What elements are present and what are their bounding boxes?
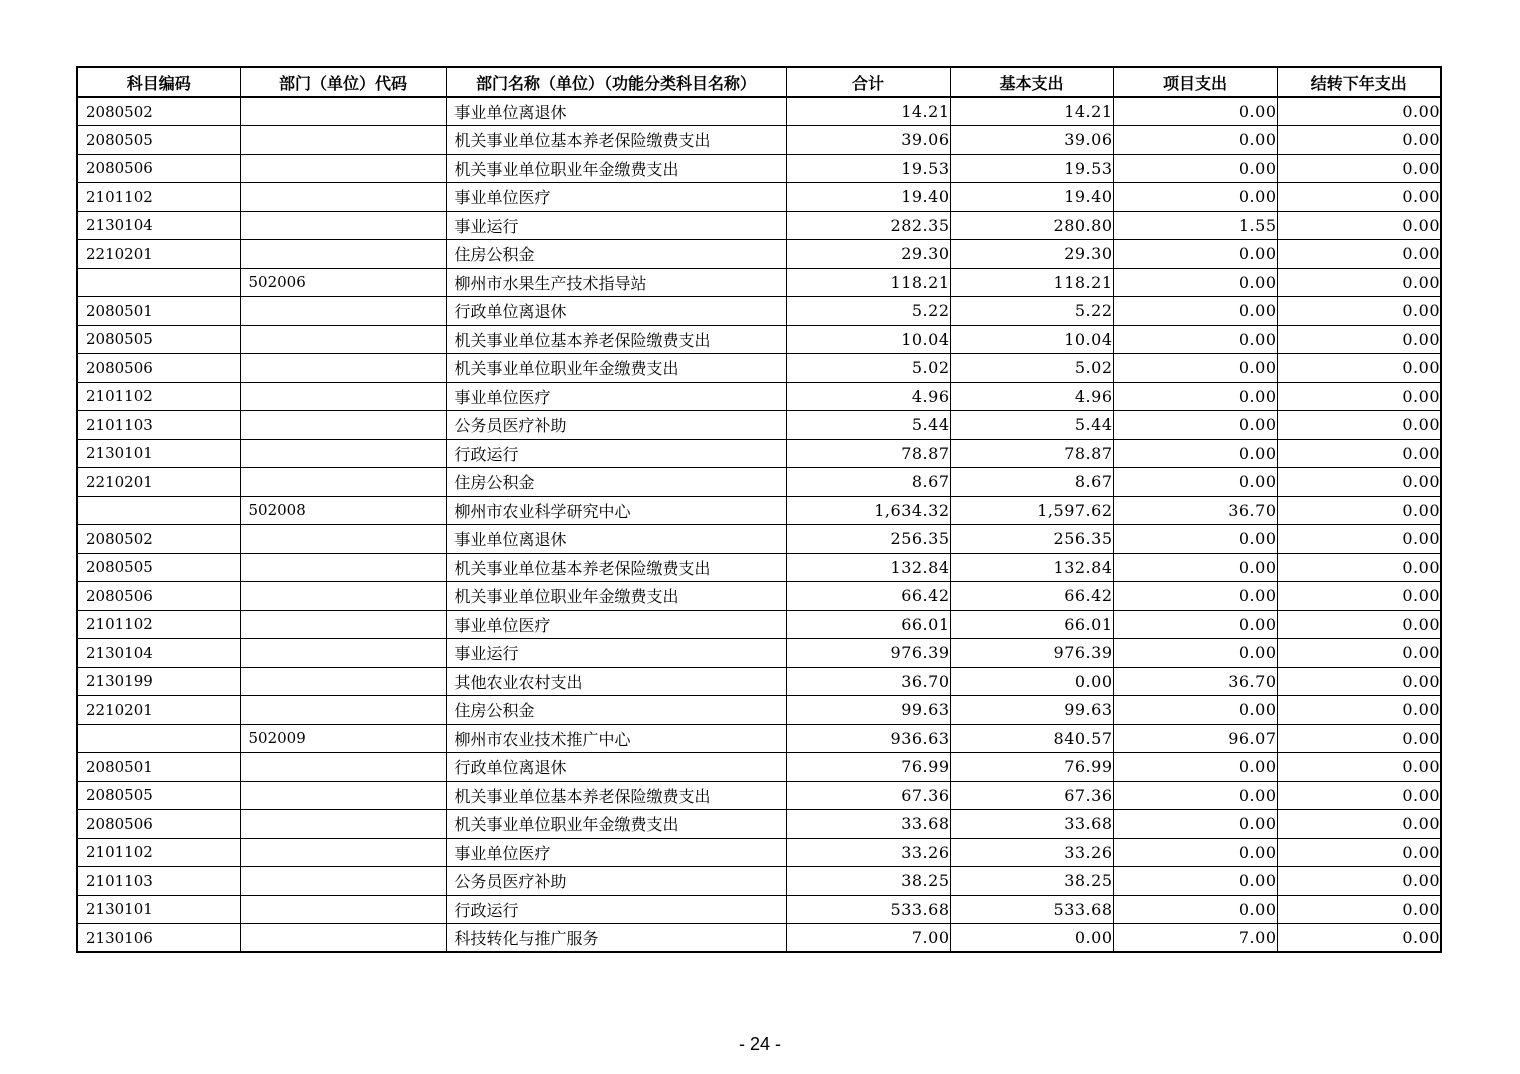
cell-department-name: 柳州市水果生产技术指导站: [446, 268, 786, 297]
cell-project-expenditure: 0.00: [1113, 696, 1277, 725]
cell-basic-expenditure: 8.67: [950, 468, 1113, 497]
cell-department-name: 机关事业单位基本养老保险缴费支出: [446, 781, 786, 810]
table-row: [77, 240, 1441, 269]
budget-expenditure-table: [76, 66, 1442, 953]
cell-total: 66.01: [786, 610, 950, 639]
cell-subject-code: 2130104: [77, 211, 240, 240]
cell-subject-code: 2210201: [77, 240, 240, 269]
cell-department-code: 502006: [240, 268, 446, 297]
table-row: [77, 268, 1441, 297]
cell-basic-expenditure: 39.06: [950, 126, 1113, 155]
cell-department-code: [240, 838, 446, 867]
cell-basic-expenditure: 5.44: [950, 411, 1113, 440]
cell-subject-code: 2080505: [77, 553, 240, 582]
header-project-expenditure: 项目支出: [1113, 67, 1277, 97]
cell-basic-expenditure: 0.00: [950, 667, 1113, 696]
cell-department-name: 其他农业农村支出: [446, 667, 786, 696]
cell-subject-code: 2130101: [77, 439, 240, 468]
cell-carryover-expenditure: 0.00: [1277, 610, 1441, 639]
cell-basic-expenditure: 1,597.62: [950, 496, 1113, 525]
table-row: [77, 525, 1441, 554]
cell-carryover-expenditure: 0.00: [1277, 154, 1441, 183]
cell-department-code: [240, 154, 446, 183]
cell-carryover-expenditure: 0.00: [1277, 183, 1441, 212]
cell-department-code: [240, 97, 446, 126]
table-row: [77, 183, 1441, 212]
cell-total: 38.25: [786, 867, 950, 896]
cell-subject-code: 2130199: [77, 667, 240, 696]
cell-total: 4.96: [786, 382, 950, 411]
cell-department-code: [240, 183, 446, 212]
cell-department-name: 事业单位医疗: [446, 183, 786, 212]
cell-total: 5.22: [786, 297, 950, 326]
cell-project-expenditure: 36.70: [1113, 667, 1277, 696]
cell-subject-code: 2101103: [77, 411, 240, 440]
table-row: [77, 867, 1441, 896]
cell-carryover-expenditure: 0.00: [1277, 240, 1441, 269]
cell-total: 29.30: [786, 240, 950, 269]
cell-project-expenditure: 0.00: [1113, 468, 1277, 497]
cell-carryover-expenditure: 0.00: [1277, 924, 1441, 953]
cell-carryover-expenditure: 0.00: [1277, 468, 1441, 497]
cell-carryover-expenditure: 0.00: [1277, 496, 1441, 525]
table-row: [77, 468, 1441, 497]
cell-basic-expenditure: 38.25: [950, 867, 1113, 896]
cell-department-name: 机关事业单位职业年金缴费支出: [446, 354, 786, 383]
cell-total: 33.68: [786, 810, 950, 839]
table-row: [77, 753, 1441, 782]
cell-carryover-expenditure: 0.00: [1277, 667, 1441, 696]
cell-department-code: 502009: [240, 724, 446, 753]
table-row: [77, 211, 1441, 240]
cell-carryover-expenditure: 0.00: [1277, 382, 1441, 411]
table-row: [77, 553, 1441, 582]
table-row: [77, 639, 1441, 668]
cell-subject-code: 2101102: [77, 382, 240, 411]
cell-department-name: 住房公积金: [446, 696, 786, 725]
cell-total: 39.06: [786, 126, 950, 155]
cell-department-code: [240, 582, 446, 611]
cell-department-name: 行政单位离退休: [446, 753, 786, 782]
cell-department-name: 行政单位离退休: [446, 297, 786, 326]
cell-carryover-expenditure: 0.00: [1277, 838, 1441, 867]
table-row: [77, 297, 1441, 326]
cell-total: 533.68: [786, 895, 950, 924]
cell-subject-code: 2080502: [77, 97, 240, 126]
cell-total: 10.04: [786, 325, 950, 354]
cell-carryover-expenditure: 0.00: [1277, 525, 1441, 554]
table-row: [77, 97, 1441, 126]
cell-department-name: 柳州市农业技术推广中心: [446, 724, 786, 753]
table-row: [77, 667, 1441, 696]
cell-department-code: [240, 525, 446, 554]
cell-total: 36.70: [786, 667, 950, 696]
cell-total: 976.39: [786, 639, 950, 668]
cell-project-expenditure: 0.00: [1113, 411, 1277, 440]
cell-total: 936.63: [786, 724, 950, 753]
cell-department-code: [240, 610, 446, 639]
cell-department-name: 事业单位离退休: [446, 525, 786, 554]
cell-basic-expenditure: 256.35: [950, 525, 1113, 554]
cell-subject-code: 2080506: [77, 154, 240, 183]
cell-basic-expenditure: 78.87: [950, 439, 1113, 468]
table-row: [77, 411, 1441, 440]
cell-department-name: 事业单位医疗: [446, 382, 786, 411]
cell-project-expenditure: 0.00: [1113, 97, 1277, 126]
cell-department-name: 科技转化与推广服务: [446, 924, 786, 953]
cell-department-name: 事业运行: [446, 639, 786, 668]
cell-department-name: 行政运行: [446, 895, 786, 924]
cell-project-expenditure: 0.00: [1113, 639, 1277, 668]
cell-carryover-expenditure: 0.00: [1277, 582, 1441, 611]
budget-table-container: [76, 66, 1442, 953]
table-header-row: [77, 67, 1441, 97]
cell-basic-expenditure: 19.40: [950, 183, 1113, 212]
cell-project-expenditure: 0.00: [1113, 297, 1277, 326]
cell-subject-code: 2130101: [77, 895, 240, 924]
cell-carryover-expenditure: 0.00: [1277, 810, 1441, 839]
cell-project-expenditure: 0.00: [1113, 838, 1277, 867]
cell-department-name: 公务员医疗补助: [446, 867, 786, 896]
cell-project-expenditure: 0.00: [1113, 154, 1277, 183]
cell-carryover-expenditure: 0.00: [1277, 126, 1441, 155]
header-basic-expenditure: 基本支出: [950, 67, 1113, 97]
cell-basic-expenditure: 33.68: [950, 810, 1113, 839]
cell-carryover-expenditure: 0.00: [1277, 781, 1441, 810]
cell-carryover-expenditure: 0.00: [1277, 211, 1441, 240]
cell-subject-code: 2101102: [77, 610, 240, 639]
cell-carryover-expenditure: 0.00: [1277, 354, 1441, 383]
table-row: [77, 724, 1441, 753]
cell-department-code: [240, 468, 446, 497]
header-department-code: 部门（单位）代码: [240, 67, 446, 97]
cell-subject-code: 2080505: [77, 325, 240, 354]
cell-total: 5.44: [786, 411, 950, 440]
cell-total: 19.40: [786, 183, 950, 212]
cell-department-name: 机关事业单位基本养老保险缴费支出: [446, 126, 786, 155]
cell-department-code: [240, 126, 446, 155]
cell-basic-expenditure: 14.21: [950, 97, 1113, 126]
cell-project-expenditure: 0.00: [1113, 895, 1277, 924]
cell-total: 78.87: [786, 439, 950, 468]
cell-project-expenditure: 0.00: [1113, 525, 1277, 554]
cell-total: 132.84: [786, 553, 950, 582]
cell-department-code: [240, 924, 446, 953]
cell-carryover-expenditure: 0.00: [1277, 867, 1441, 896]
cell-total: 282.35: [786, 211, 950, 240]
cell-department-code: [240, 354, 446, 383]
cell-total: 7.00: [786, 924, 950, 953]
header-carryover-expenditure: 结转下年支出: [1277, 67, 1441, 97]
cell-total: 8.67: [786, 468, 950, 497]
header-total: 合计: [786, 67, 950, 97]
cell-total: 5.02: [786, 354, 950, 383]
cell-project-expenditure: 1.55: [1113, 211, 1277, 240]
cell-subject-code: [77, 724, 240, 753]
cell-department-code: [240, 781, 446, 810]
cell-basic-expenditure: 99.63: [950, 696, 1113, 725]
table-body: [77, 97, 1441, 952]
page-number: - 24 -: [738, 1034, 781, 1054]
cell-carryover-expenditure: 0.00: [1277, 325, 1441, 354]
cell-department-name: 机关事业单位基本养老保险缴费支出: [446, 553, 786, 582]
cell-carryover-expenditure: 0.00: [1277, 724, 1441, 753]
table-row: [77, 354, 1441, 383]
cell-department-code: [240, 325, 446, 354]
cell-basic-expenditure: 33.26: [950, 838, 1113, 867]
cell-total: 14.21: [786, 97, 950, 126]
cell-subject-code: 2101103: [77, 867, 240, 896]
cell-subject-code: 2130106: [77, 924, 240, 953]
cell-total: 67.36: [786, 781, 950, 810]
cell-department-code: [240, 439, 446, 468]
table-row: [77, 126, 1441, 155]
cell-subject-code: 2101102: [77, 183, 240, 212]
table-row: [77, 582, 1441, 611]
cell-subject-code: 2080501: [77, 753, 240, 782]
cell-project-expenditure: 0.00: [1113, 354, 1277, 383]
table-row: [77, 696, 1441, 725]
cell-carryover-expenditure: 0.00: [1277, 97, 1441, 126]
cell-basic-expenditure: 4.96: [950, 382, 1113, 411]
cell-department-code: [240, 553, 446, 582]
cell-basic-expenditure: 19.53: [950, 154, 1113, 183]
cell-department-code: [240, 867, 446, 896]
cell-department-name: 行政运行: [446, 439, 786, 468]
cell-carryover-expenditure: 0.00: [1277, 297, 1441, 326]
cell-carryover-expenditure: 0.00: [1277, 439, 1441, 468]
cell-department-name: 柳州市农业科学研究中心: [446, 496, 786, 525]
table-row: [77, 325, 1441, 354]
cell-department-code: [240, 810, 446, 839]
cell-department-code: [240, 639, 446, 668]
cell-carryover-expenditure: 0.00: [1277, 753, 1441, 782]
cell-basic-expenditure: 533.68: [950, 895, 1113, 924]
cell-project-expenditure: 0.00: [1113, 781, 1277, 810]
cell-project-expenditure: 0.00: [1113, 610, 1277, 639]
cell-department-name: 事业单位医疗: [446, 838, 786, 867]
table-row: [77, 781, 1441, 810]
table-row: [77, 154, 1441, 183]
cell-department-name: 机关事业单位基本养老保险缴费支出: [446, 325, 786, 354]
cell-basic-expenditure: 840.57: [950, 724, 1113, 753]
cell-basic-expenditure: 5.22: [950, 297, 1113, 326]
cell-department-name: 住房公积金: [446, 468, 786, 497]
table-row: [77, 895, 1441, 924]
table-row: [77, 496, 1441, 525]
cell-department-name: 住房公积金: [446, 240, 786, 269]
cell-subject-code: 2210201: [77, 696, 240, 725]
table-row: [77, 924, 1441, 953]
cell-carryover-expenditure: 0.00: [1277, 696, 1441, 725]
cell-project-expenditure: 36.70: [1113, 496, 1277, 525]
cell-carryover-expenditure: 0.00: [1277, 895, 1441, 924]
cell-subject-code: 2080501: [77, 297, 240, 326]
cell-subject-code: 2080505: [77, 781, 240, 810]
cell-department-code: [240, 297, 446, 326]
cell-department-code: [240, 753, 446, 782]
cell-subject-code: 2080505: [77, 126, 240, 155]
cell-project-expenditure: 0.00: [1113, 439, 1277, 468]
table-row: [77, 838, 1441, 867]
cell-project-expenditure: 0.00: [1113, 325, 1277, 354]
cell-department-code: [240, 667, 446, 696]
cell-department-name: 事业单位医疗: [446, 610, 786, 639]
cell-project-expenditure: 0.00: [1113, 753, 1277, 782]
cell-department-code: [240, 382, 446, 411]
cell-subject-code: 2130104: [77, 639, 240, 668]
cell-total: 99.63: [786, 696, 950, 725]
cell-subject-code: 2080502: [77, 525, 240, 554]
cell-subject-code: 2101102: [77, 838, 240, 867]
table-row: [77, 439, 1441, 468]
cell-subject-code: 2080506: [77, 354, 240, 383]
header-subject-code: 科目编码: [77, 67, 240, 97]
table-row: [77, 610, 1441, 639]
cell-project-expenditure: 96.07: [1113, 724, 1277, 753]
cell-subject-code: [77, 496, 240, 525]
cell-total: 76.99: [786, 753, 950, 782]
cell-basic-expenditure: 67.36: [950, 781, 1113, 810]
cell-department-code: [240, 895, 446, 924]
cell-total: 33.26: [786, 838, 950, 867]
cell-project-expenditure: 0.00: [1113, 810, 1277, 839]
cell-department-code: [240, 211, 446, 240]
cell-subject-code: [77, 268, 240, 297]
cell-project-expenditure: 0.00: [1113, 240, 1277, 269]
cell-department-name: 机关事业单位职业年金缴费支出: [446, 154, 786, 183]
cell-carryover-expenditure: 0.00: [1277, 268, 1441, 297]
cell-total: 1,634.32: [786, 496, 950, 525]
cell-subject-code: 2080506: [77, 582, 240, 611]
cell-basic-expenditure: 280.80: [950, 211, 1113, 240]
cell-basic-expenditure: 132.84: [950, 553, 1113, 582]
header-department-name: 部门名称（单位）（功能分类科目名称）: [446, 67, 786, 97]
cell-basic-expenditure: 118.21: [950, 268, 1113, 297]
cell-carryover-expenditure: 0.00: [1277, 639, 1441, 668]
cell-department-name: 公务员医疗补助: [446, 411, 786, 440]
cell-department-name: 机关事业单位职业年金缴费支出: [446, 582, 786, 611]
cell-project-expenditure: 0.00: [1113, 126, 1277, 155]
cell-project-expenditure: 7.00: [1113, 924, 1277, 953]
cell-total: 256.35: [786, 525, 950, 554]
cell-total: 66.42: [786, 582, 950, 611]
cell-total: 118.21: [786, 268, 950, 297]
cell-project-expenditure: 0.00: [1113, 382, 1277, 411]
cell-department-code: [240, 696, 446, 725]
table-row: [77, 382, 1441, 411]
cell-carryover-expenditure: 0.00: [1277, 411, 1441, 440]
cell-subject-code: 2210201: [77, 468, 240, 497]
cell-basic-expenditure: 5.02: [950, 354, 1113, 383]
cell-basic-expenditure: 29.30: [950, 240, 1113, 269]
cell-department-name: 机关事业单位职业年金缴费支出: [446, 810, 786, 839]
cell-basic-expenditure: 976.39: [950, 639, 1113, 668]
cell-subject-code: 2080506: [77, 810, 240, 839]
cell-department-code: [240, 411, 446, 440]
cell-project-expenditure: 0.00: [1113, 183, 1277, 212]
cell-department-code: [240, 240, 446, 269]
cell-basic-expenditure: 0.00: [950, 924, 1113, 953]
cell-basic-expenditure: 10.04: [950, 325, 1113, 354]
cell-project-expenditure: 0.00: [1113, 867, 1277, 896]
cell-total: 19.53: [786, 154, 950, 183]
table-row: [77, 810, 1441, 839]
cell-carryover-expenditure: 0.00: [1277, 553, 1441, 582]
cell-department-code: 502008: [240, 496, 446, 525]
cell-project-expenditure: 0.00: [1113, 268, 1277, 297]
cell-basic-expenditure: 76.99: [950, 753, 1113, 782]
cell-department-name: 事业单位离退休: [446, 97, 786, 126]
cell-basic-expenditure: 66.01: [950, 610, 1113, 639]
cell-department-name: 事业运行: [446, 211, 786, 240]
cell-project-expenditure: 0.00: [1113, 582, 1277, 611]
cell-basic-expenditure: 66.42: [950, 582, 1113, 611]
cell-project-expenditure: 0.00: [1113, 553, 1277, 582]
